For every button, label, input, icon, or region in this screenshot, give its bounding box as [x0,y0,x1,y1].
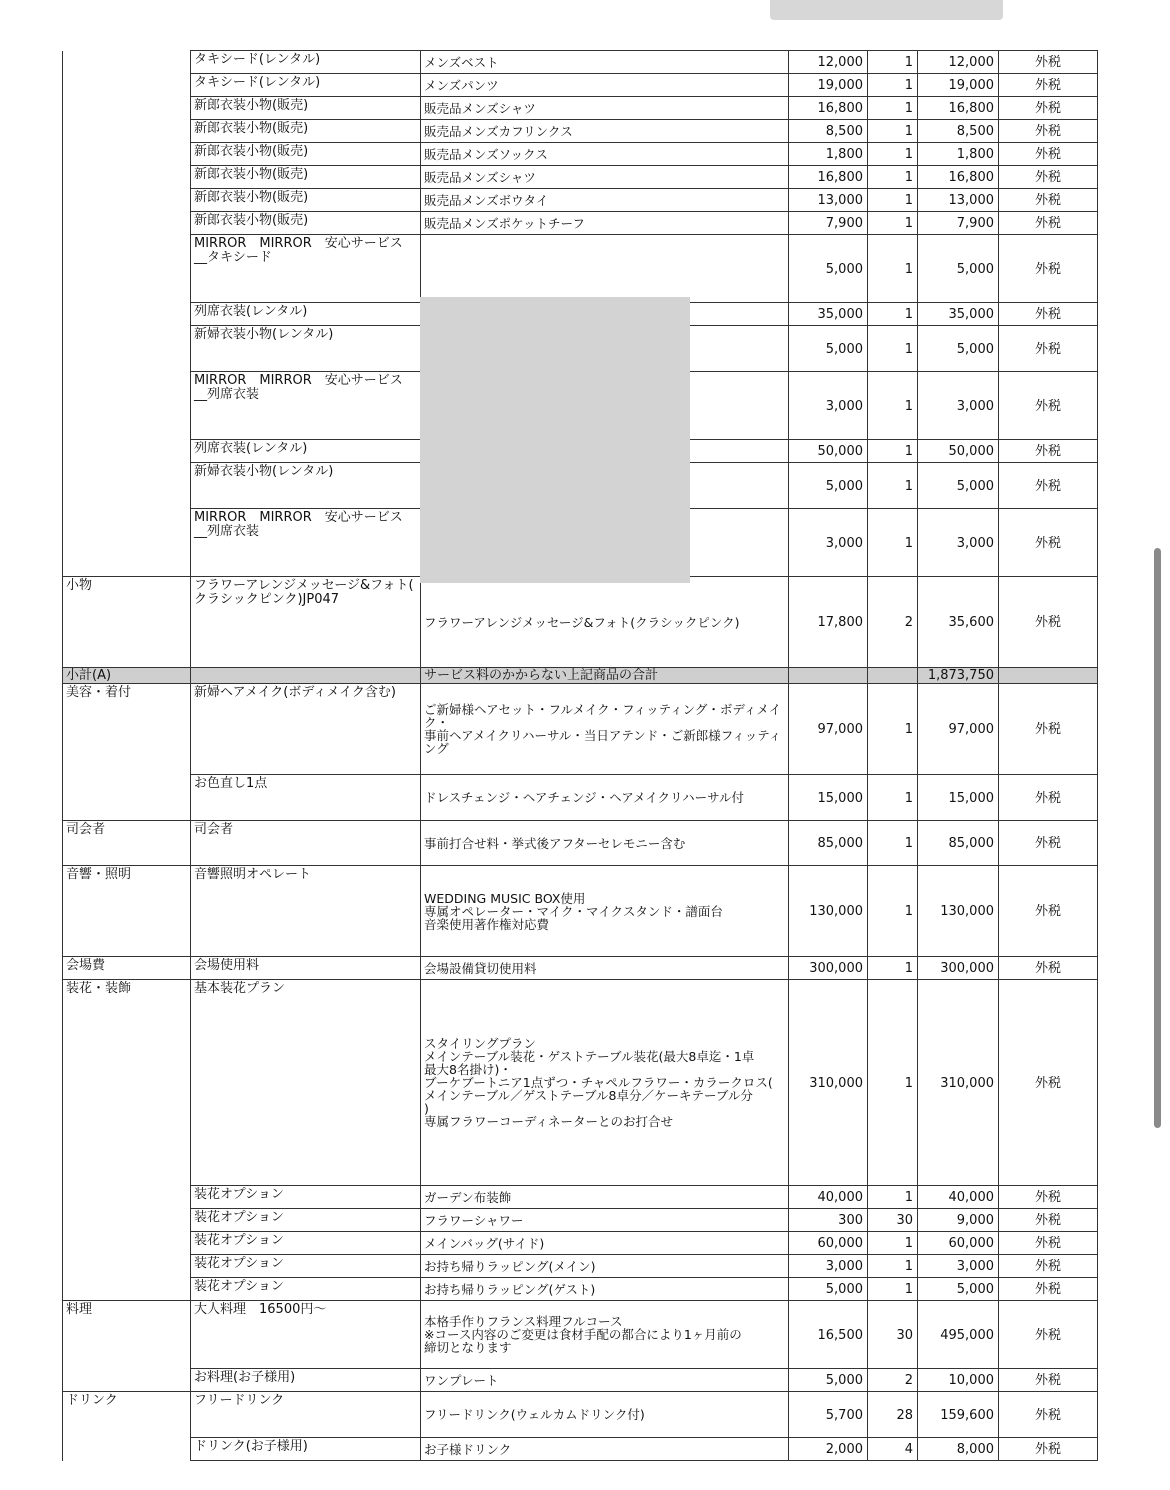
quantity-cell: 1 [868,189,918,212]
quantity-cell: 30 [868,1209,918,1232]
quantity-cell: 4 [868,1438,918,1461]
quantity-cell: 1 [868,235,918,303]
description-cell: フリードリンク(ウェルカムドリンク付) [421,1392,789,1438]
item-name-cell: 会場使用料 [191,957,421,980]
unit-price-cell: 85,000 [789,821,868,866]
description-cell: スタイリングプラン メインテーブル装花・ゲストテーブル装花(最大8卓迄・1卓 最大8名掛け)・ ブーケブートニア1点ずつ・チャペルフラワー・カラークロス( メインテーブル／ゲストテーブル8卓分／ケーキテーブル分 ) 専属フラワーコーディネーターとのお打合せ [421,980,789,1186]
subtotal-blank [191,668,421,684]
amount-cell: 5,000 [918,235,999,303]
tax-type-cell: 外税 [999,212,1098,235]
quantity-cell: 1 [868,866,918,957]
quantity-cell: 1 [868,509,918,577]
quantity-cell: 1 [868,957,918,980]
item-name-cell: 司会者 [191,821,421,866]
quantity-cell: 30 [868,1301,918,1369]
quantity-cell: 1 [868,1186,918,1209]
quantity-cell: 1 [868,1232,918,1255]
quantity-cell: 28 [868,1392,918,1438]
table-row [63,143,1098,166]
quantity-cell: 1 [868,684,918,775]
table-row [63,1232,1098,1255]
amount-cell: 12,000 [918,51,999,74]
unit-price-cell: 7,900 [789,212,868,235]
tax-type-cell: 外税 [999,1278,1098,1301]
amount-cell: 5,000 [918,326,999,372]
tax-type-cell: 外税 [999,97,1098,120]
table-row [63,684,1098,775]
tax-type-cell: 外税 [999,866,1098,957]
item-name-cell: 新婦衣装小物(レンタル) [191,326,421,372]
description-cell: ガーデン布装飾 [421,1186,789,1209]
amount-cell: 35,000 [918,303,999,326]
table-row [63,821,1098,866]
amount-cell: 8,500 [918,120,999,143]
quantity-cell: 1 [868,212,918,235]
tax-type-cell: 外税 [999,684,1098,775]
tax-type-cell: 外税 [999,1438,1098,1461]
quantity-cell: 1 [868,440,918,463]
category-cell: 会場費 [63,957,191,980]
amount-cell: 19,000 [918,74,999,97]
description-cell: フラワーアレンジメッセージ&フォト(クラシックピンク) [421,577,789,668]
unit-price-cell: 3,000 [789,1255,868,1278]
amount-cell: 60,000 [918,1232,999,1255]
item-name-cell: 新郎衣装小物(販売) [191,120,421,143]
item-name-cell: MIRROR MIRROR 安心サービス __列席衣装 [191,509,421,577]
quantity-cell: 1 [868,303,918,326]
tax-type-cell: 外税 [999,1392,1098,1438]
unit-price-cell: 50,000 [789,440,868,463]
description-cell: メンズベスト [421,51,789,74]
tax-type-cell: 外税 [999,980,1098,1186]
tax-type-cell: 外税 [999,1369,1098,1392]
unit-price-cell: 8,500 [789,120,868,143]
description-cell: メインバッグ(サイド) [421,1232,789,1255]
unit-price-cell: 60,000 [789,1232,868,1255]
tax-type-cell: 外税 [999,1186,1098,1209]
redacted-description-block [420,297,690,583]
unit-price-cell: 12,000 [789,51,868,74]
quantity-cell: 1 [868,1255,918,1278]
tax-type-cell: 外税 [999,189,1098,212]
amount-cell: 310,000 [918,980,999,1186]
item-name-cell: 基本装花プラン [191,980,421,1186]
redacted-header-block [770,0,1003,20]
description-cell: 販売品メンズソックス [421,143,789,166]
amount-cell: 35,600 [918,577,999,668]
description-cell: ご新婦様ヘアセット・フルメイク・フィッティング・ボディメイク・ 事前ヘアメイクリハーサル・当日アテンド・ご新郎様フィッティ ング [421,684,789,775]
description-cell: 販売品メンズボウタイ [421,189,789,212]
unit-price-cell: 3,000 [789,509,868,577]
item-name-cell: 装花オプション [191,1255,421,1278]
quantity-cell: 1 [868,166,918,189]
item-name-cell: 装花オプション [191,1278,421,1301]
item-name-cell: お色直し1点 [191,775,421,821]
quantity-cell: 1 [868,775,918,821]
quantity-cell: 1 [868,980,918,1186]
amount-cell: 40,000 [918,1186,999,1209]
table-row [63,1369,1098,1392]
category-cell: 料理 [63,1301,191,1392]
table-row [63,120,1098,143]
table-row [63,1278,1098,1301]
amount-cell: 1,800 [918,143,999,166]
amount-cell: 5,000 [918,463,999,509]
item-name-cell: 装花オプション [191,1186,421,1209]
description-cell: 会場設備貸切使用料 [421,957,789,980]
item-name-cell: フラワーアレンジメッセージ&フォト( クラシックピンク)JP047 [191,577,421,668]
amount-cell: 16,800 [918,166,999,189]
table-row [63,577,1098,668]
quantity-cell: 1 [868,463,918,509]
item-name-cell: タキシード(レンタル) [191,74,421,97]
amount-cell: 9,000 [918,1209,999,1232]
category-cell [63,51,191,577]
unit-price-cell: 5,000 [789,463,868,509]
table-row [63,235,1098,303]
table-row [63,51,1098,74]
unit-price-cell: 19,000 [789,74,868,97]
table-row [63,1255,1098,1278]
description-cell: 事前打合せ料・挙式後アフターセレモニー含む [421,821,789,866]
item-name-cell: タキシード(レンタル) [191,51,421,74]
tax-type-cell: 外税 [999,577,1098,668]
amount-cell: 300,000 [918,957,999,980]
unit-price-cell: 310,000 [789,980,868,1186]
item-name-cell: 装花オプション [191,1232,421,1255]
tax-type-cell: 外税 [999,775,1098,821]
estimate-table-body [63,51,1098,1461]
tax-type-cell: 外税 [999,821,1098,866]
amount-cell: 15,000 [918,775,999,821]
unit-price-cell: 40,000 [789,1186,868,1209]
item-name-cell: 列席衣装(レンタル) [191,303,421,326]
unit-price-cell: 130,000 [789,866,868,957]
tax-type-cell: 外税 [999,143,1098,166]
category-cell: 司会者 [63,821,191,866]
table-row [63,1186,1098,1209]
category-cell: 小物 [63,577,191,668]
subtotal-amount: 1,873,750 [918,668,999,684]
tax-type-cell: 外税 [999,1209,1098,1232]
table-row [63,1392,1098,1438]
table-row [63,166,1098,189]
tax-type-cell: 外税 [999,235,1098,303]
subtotal-description: サービス料のかからない上記商品の合計 [421,668,789,684]
item-name-cell: 音響照明オペレート [191,866,421,957]
amount-cell: 7,900 [918,212,999,235]
description-cell [421,235,789,303]
unit-price-cell: 5,000 [789,235,868,303]
description-cell: お持ち帰りラッピング(メイン) [421,1255,789,1278]
quantity-cell: 1 [868,143,918,166]
quantity-cell: 1 [868,51,918,74]
item-name-cell: 新婦ヘアメイク(ボディメイク含む) [191,684,421,775]
unit-price-cell: 300 [789,1209,868,1232]
amount-cell: 5,000 [918,1278,999,1301]
description-cell: 販売品メンズカフリンクス [421,120,789,143]
category-cell: 音響・照明 [63,866,191,957]
scrollbar-thumb[interactable] [1154,548,1161,1128]
amount-cell: 3,000 [918,1255,999,1278]
description-cell: メンズパンツ [421,74,789,97]
unit-price-cell: 16,500 [789,1301,868,1369]
description-cell: ワンプレート [421,1369,789,1392]
item-name-cell: 装花オプション [191,1209,421,1232]
tax-type-cell: 外税 [999,1232,1098,1255]
subtotal-label: 小計(A) [63,668,191,684]
tax-type-cell: 外税 [999,1301,1098,1369]
description-cell: フラワーシャワー [421,1209,789,1232]
unit-price-cell: 15,000 [789,775,868,821]
quantity-cell: 1 [868,326,918,372]
subtotal-blank [789,668,868,684]
description-cell: 本格手作りフランス料理フルコース ※コース内容のご変更は食材手配の都合により1ヶ月前の 締切となります [421,1301,789,1369]
table-row [63,775,1098,821]
tax-type-cell: 外税 [999,1255,1098,1278]
amount-cell: 16,800 [918,97,999,120]
unit-price-cell: 16,800 [789,166,868,189]
item-name-cell: 新郎衣装小物(販売) [191,143,421,166]
unit-price-cell: 1,800 [789,143,868,166]
description-cell: 販売品メンズポケットチーフ [421,212,789,235]
unit-price-cell: 3,000 [789,372,868,440]
description-cell: 販売品メンズシャツ [421,166,789,189]
subtotal-blank [868,668,918,684]
amount-cell: 159,600 [918,1392,999,1438]
tax-type-cell: 外税 [999,326,1098,372]
subtotal-row [63,668,1098,684]
table-row [63,866,1098,957]
description-cell: WEDDING MUSIC BOX使用 専属オペレーター・マイク・マイクスタンド・譜面台 音楽使用著作権対応費 [421,866,789,957]
amount-cell: 13,000 [918,189,999,212]
unit-price-cell: 300,000 [789,957,868,980]
table-row [63,74,1098,97]
quantity-cell: 1 [868,1278,918,1301]
unit-price-cell: 5,000 [789,1278,868,1301]
tax-type-cell: 外税 [999,120,1098,143]
table-row [63,212,1098,235]
amount-cell: 85,000 [918,821,999,866]
tax-type-cell: 外税 [999,509,1098,577]
unit-price-cell: 5,000 [789,1369,868,1392]
item-name-cell: 大人料理 16500円〜 [191,1301,421,1369]
description-cell: ドレスチェンジ・ヘアチェンジ・ヘアメイクリハーサル付 [421,775,789,821]
item-name-cell: MIRROR MIRROR 安心サービス __列席衣装 [191,372,421,440]
quantity-cell: 1 [868,120,918,143]
unit-price-cell: 16,800 [789,97,868,120]
unit-price-cell: 35,000 [789,303,868,326]
amount-cell: 495,000 [918,1301,999,1369]
item-name-cell: 新婦衣装小物(レンタル) [191,463,421,509]
tax-type-cell: 外税 [999,303,1098,326]
quantity-cell: 1 [868,372,918,440]
amount-cell: 50,000 [918,440,999,463]
table-row [63,1301,1098,1369]
item-name-cell: MIRROR MIRROR 安心サービス __タキシード [191,235,421,303]
description-cell: お持ち帰りラッピング(ゲスト) [421,1278,789,1301]
item-name-cell: 新郎衣装小物(販売) [191,212,421,235]
amount-cell: 97,000 [918,684,999,775]
category-cell: 美容・着付 [63,684,191,821]
item-name-cell: お料理(お子様用) [191,1369,421,1392]
tax-type-cell: 外税 [999,463,1098,509]
quantity-cell: 2 [868,577,918,668]
item-name-cell: フリードリンク [191,1392,421,1438]
subtotal-blank [999,668,1098,684]
quantity-cell: 1 [868,821,918,866]
tax-type-cell: 外税 [999,166,1098,189]
tax-type-cell: 外税 [999,372,1098,440]
amount-cell: 10,000 [918,1369,999,1392]
unit-price-cell: 13,000 [789,189,868,212]
unit-price-cell: 17,800 [789,577,868,668]
table-row [63,189,1098,212]
amount-cell: 3,000 [918,509,999,577]
description-cell: お子様ドリンク [421,1438,789,1461]
table-row [63,957,1098,980]
unit-price-cell: 5,000 [789,326,868,372]
tax-type-cell: 外税 [999,957,1098,980]
item-name-cell: 新郎衣装小物(販売) [191,166,421,189]
item-name-cell: 新郎衣装小物(販売) [191,97,421,120]
estimate-table [62,50,1098,1461]
item-name-cell: ドリンク(お子様用) [191,1438,421,1461]
table-row [63,1209,1098,1232]
category-cell: 装花・装飾 [63,980,191,1301]
unit-price-cell: 5,700 [789,1392,868,1438]
table-row [63,1438,1098,1461]
unit-price-cell: 97,000 [789,684,868,775]
quantity-cell: 2 [868,1369,918,1392]
tax-type-cell: 外税 [999,74,1098,97]
amount-cell: 3,000 [918,372,999,440]
item-name-cell: 列席衣装(レンタル) [191,440,421,463]
unit-price-cell: 2,000 [789,1438,868,1461]
item-name-cell: 新郎衣装小物(販売) [191,189,421,212]
quantity-cell: 1 [868,97,918,120]
tax-type-cell: 外税 [999,440,1098,463]
tax-type-cell: 外税 [999,51,1098,74]
quantity-cell: 1 [868,74,918,97]
table-row [63,97,1098,120]
category-cell: ドリンク [63,1392,191,1461]
description-cell: 販売品メンズシャツ [421,97,789,120]
amount-cell: 130,000 [918,866,999,957]
table-row [63,980,1098,1186]
amount-cell: 8,000 [918,1438,999,1461]
